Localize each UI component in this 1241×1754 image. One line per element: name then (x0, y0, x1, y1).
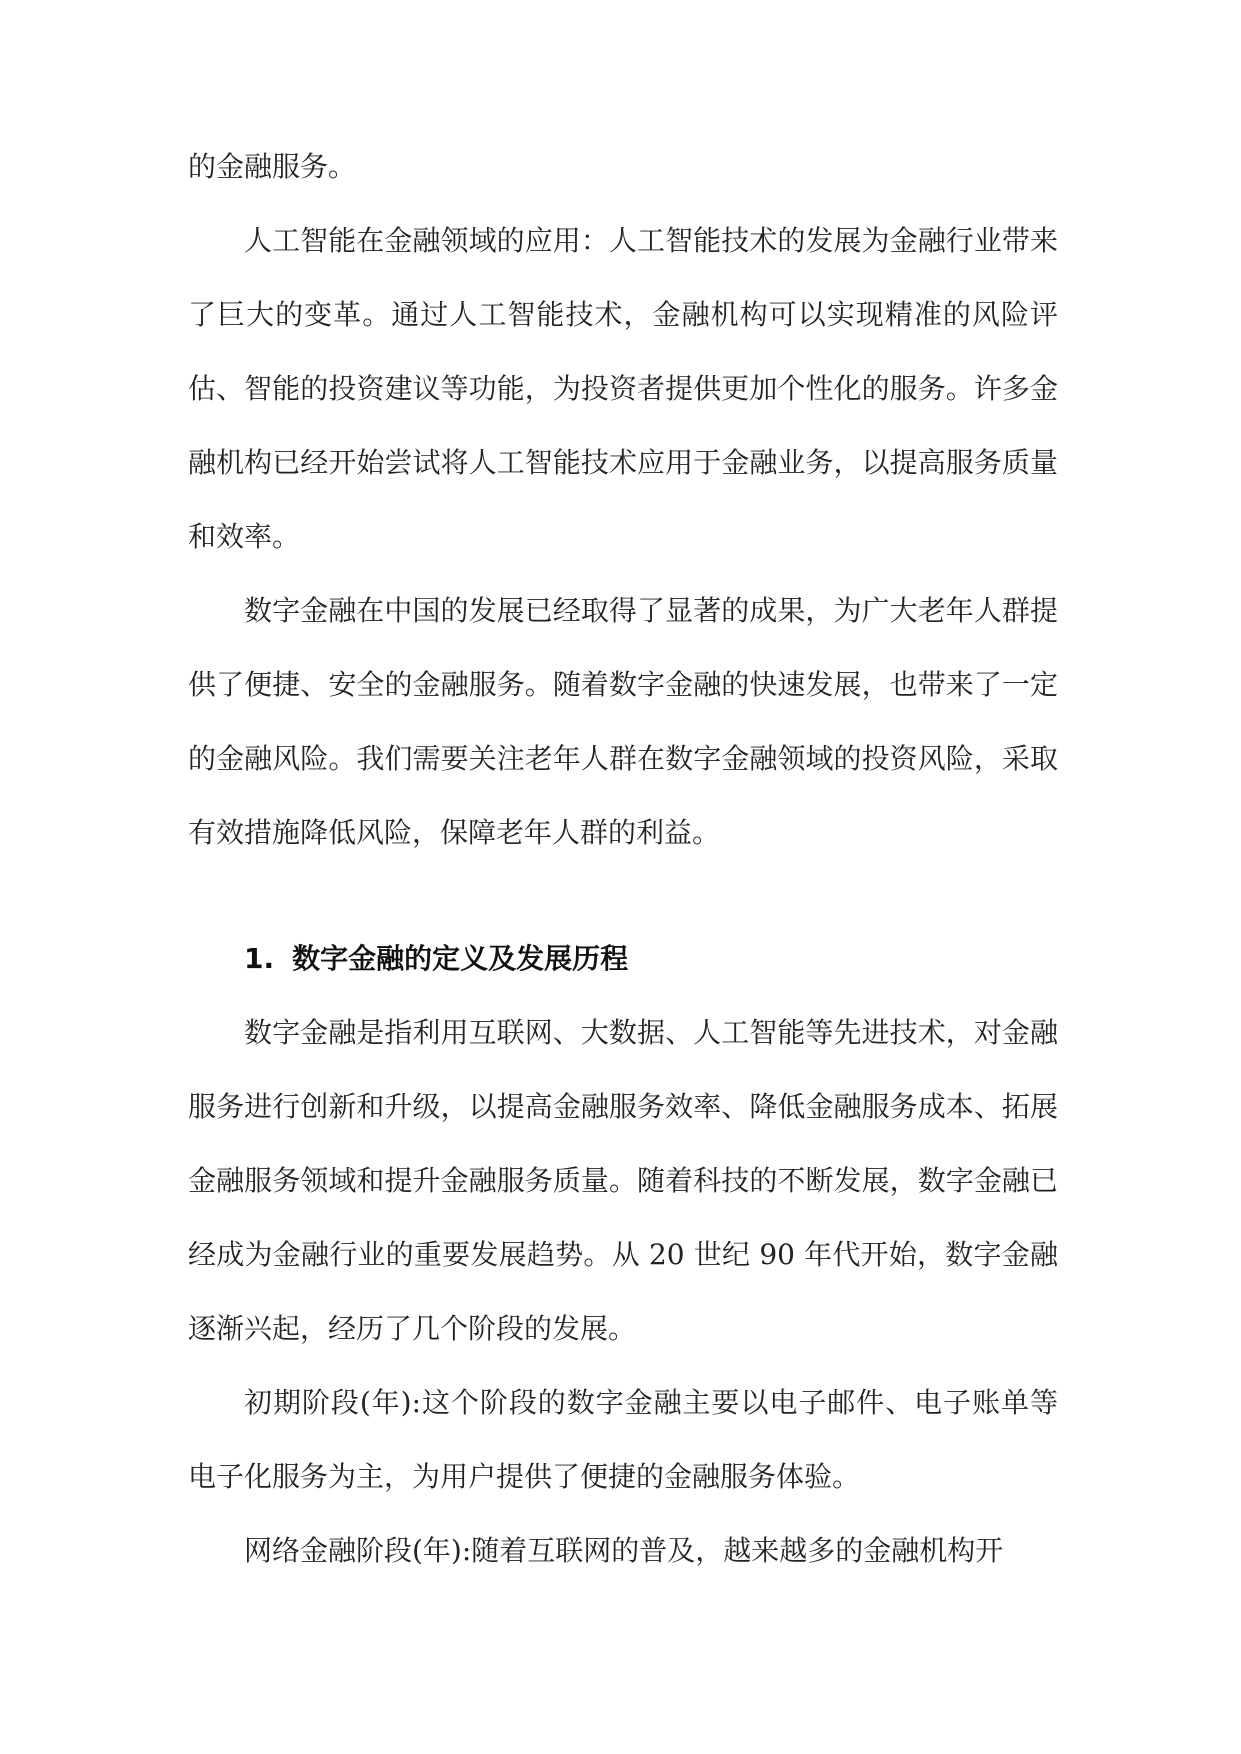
section-title: 数字金融的定义及发展历程 (292, 942, 629, 975)
document-body (188, 130, 1058, 1588)
paragraph-ai-in-finance: 人工智能在金融领域的应用：人工智能技术的发展为金融行业带来了巨大的变革。通过人工智能技术，金融机构可以实现精准的风险评估、智能的投资建议等功能，为投资者提供更加个性化的服务。许多金融机构已经开始尝试将人工智能技术应用于金融业务，以提高服务质量和效率。 (188, 224, 1058, 553)
section-spacer (188, 870, 1058, 922)
paragraph-initial-stage: 初期阶段(年):这个阶段的数字金融主要以电子邮件、电子账单等电子化服务为主，为用户提供了便捷的金融服务体验。 (188, 1386, 1058, 1493)
paragraph-definition: 数字金融是指利用互联网、大数据、人工智能等先进技术，对金融服务进行创新和升级，以提高金融服务效率、降低金融服务成本、拓展金融服务领域和提升金融服务质量。随着科技的不断发展，数字金融已经成为金融行业的重要发展趋势。从 20 世纪 90 年代开始，数字金融逐渐兴起，经历了几个阶段的发展。 (188, 1016, 1058, 1345)
section-number: 1. (244, 942, 275, 975)
paragraph-continuation: 的金融服务。 (188, 150, 357, 183)
paragraph-digital-finance-china: 数字金融在中国的发展已经取得了显著的成果，为广大老年人群提供了便捷、安全的金融服务。随着数字金融的快速发展，也带来了一定的金融风险。我们需要关注老年人群在数字金融领域的投资风险，采取有效措施降低风险，保障老年人群的利益。 (188, 594, 1058, 849)
section-heading (188, 922, 1058, 996)
paragraph-network-stage: 网络金融阶段(年):随着互联网的普及，越来越多的金融机构开 (244, 1534, 1004, 1567)
